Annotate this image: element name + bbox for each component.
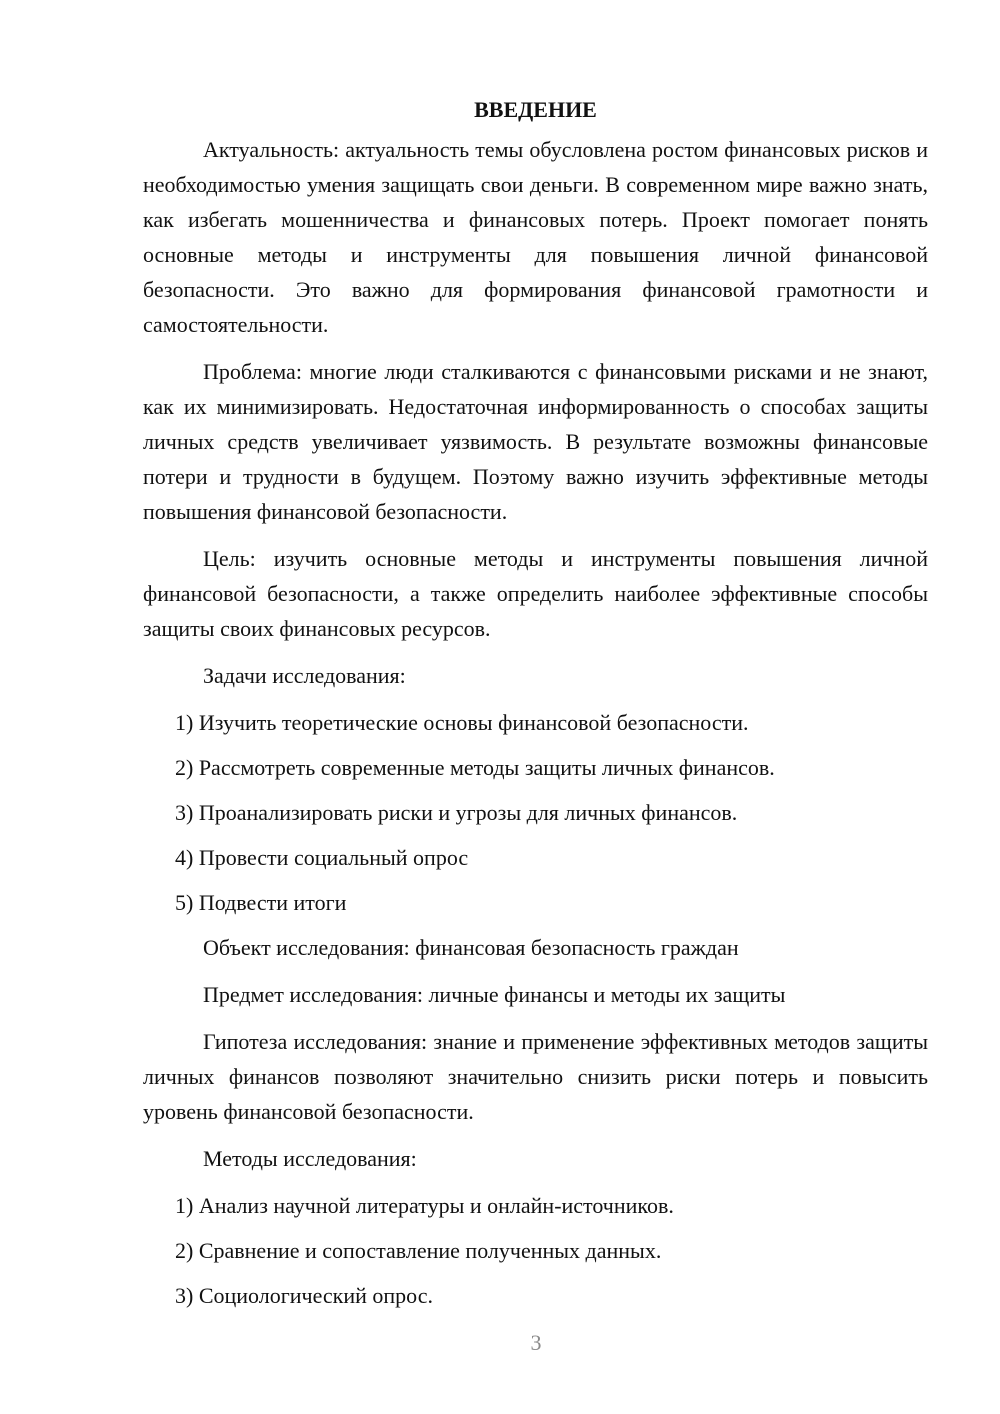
relevance-paragraph: Актуальность: актуальность темы обусловлена ростом финансовых рисков и необходимостью умения защищать свои деньги. В современном мире важно знать, как избегать мошенничества и финансовых потерь. Проект помогает понять основные методы и инструменты для повышения личной финансовой безопасности. Это важно для формирования финансовой грамотности и самостоятельности.: [143, 137, 928, 337]
methods-list-item: 1) Анализ научной литературы и онлайн-источников.: [175, 1193, 674, 1218]
object-line: Объект исследования: финансовая безопасность граждан: [203, 935, 739, 960]
tasks-list-item: 2) Рассмотреть современные методы защиты личных финансов.: [175, 755, 775, 780]
tasks-list-item: 1) Изучить теоретические основы финансовой безопасности.: [175, 710, 749, 735]
problem-paragraph: Проблема: многие люди сталкиваются с финансовыми рисками и не знают, как их минимизировать. Недостаточная информированность о способах защиты личных средств увеличивает уязвимость. В результате возможны финансовые потери и трудности в будущем. Поэтому важно изучить эффективные методы повышения финансовой безопасности.: [143, 359, 928, 524]
tasks-list-item: 5) Подвести итоги: [175, 890, 347, 915]
page-number: 3: [530, 1330, 542, 1355]
tasks-list-item: 3) Проанализировать риски и угрозы для личных финансов.: [175, 800, 738, 825]
goal-paragraph: Цель: изучить основные методы и инструменты повышения личной финансовой безопасности, а также определить наиболее эффективные способы защиты своих финансовых ресурсов.: [143, 546, 928, 641]
tasks-label: Задачи исследования:: [203, 663, 406, 688]
subject-line: Предмет исследования: личные финансы и методы их защиты: [203, 982, 786, 1007]
methods-label: Методы исследования:: [203, 1146, 417, 1171]
page-title: ВВЕДЕНИЕ: [474, 97, 597, 122]
methods-list-item: 2) Сравнение и сопоставление полученных данных.: [175, 1238, 662, 1263]
hypothesis-paragraph: Гипотеза исследования: знание и применение эффективных методов защиты личных финансов позволяют значительно снизить риски потерь и повысить уровень финансовой безопасности.: [143, 1029, 928, 1124]
tasks-list-item: 4) Провести социальный опрос: [175, 845, 469, 870]
page-content: [143, 92, 928, 1323]
methods-list-item: 3) Социологический опрос.: [175, 1283, 433, 1308]
